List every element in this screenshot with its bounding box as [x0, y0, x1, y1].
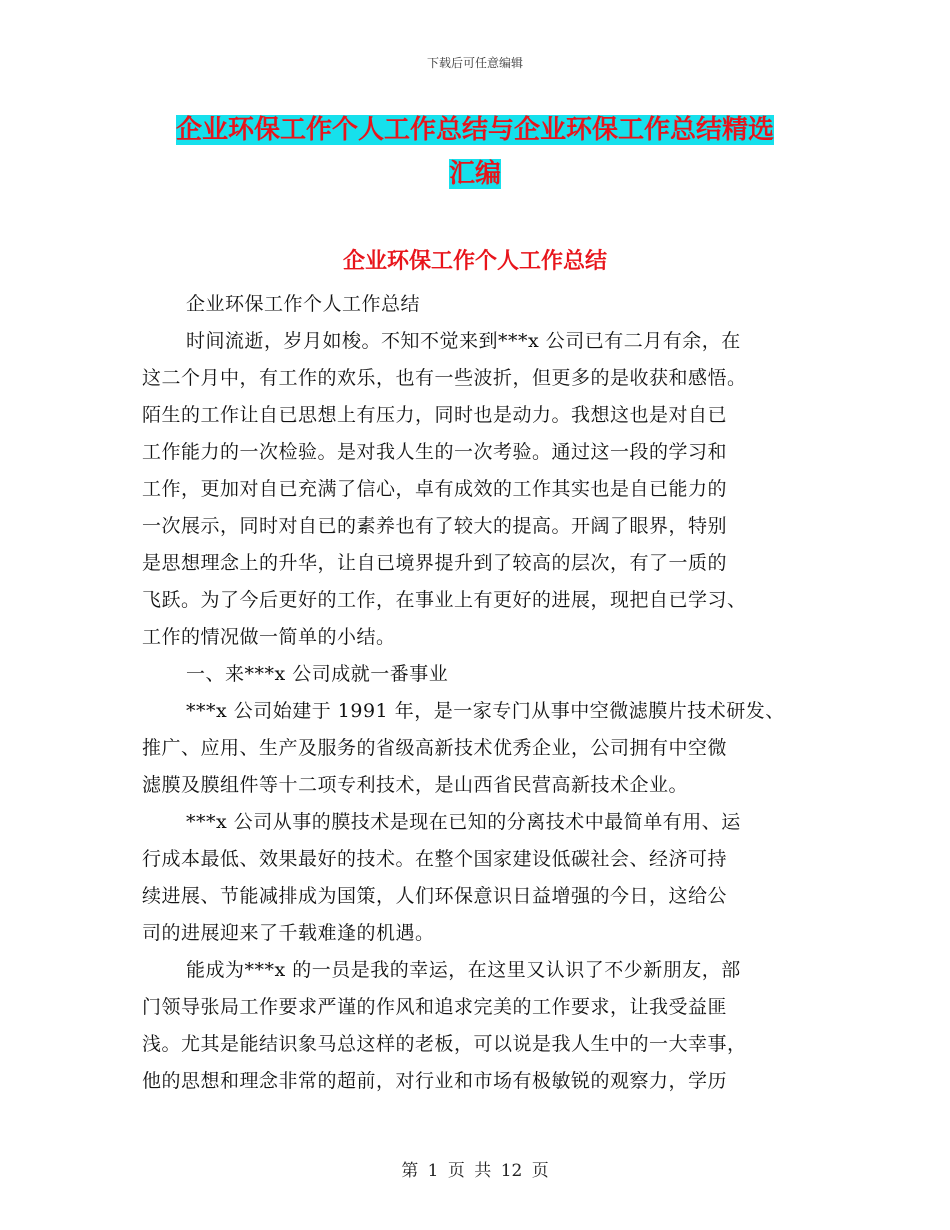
paragraph — [142, 693, 810, 804]
paragraph — [142, 323, 810, 656]
header-note: 下载后可任意编辑 — [426, 56, 523, 70]
paragraph-line: 是思想理念上的升华，让自已境界提升到了较高的层次，有了一质的 — [142, 552, 728, 574]
paragraph — [142, 656, 810, 693]
paragraph-line: 一、来***x 公司成就一番事业 — [186, 663, 449, 685]
paragraph — [142, 286, 810, 323]
paragraph-line: 续进展、节能减排成为国策，人们环保意识日益增强的今日，这给公 — [142, 885, 728, 907]
paragraph-line: 这二个月中，有工作的欢乐，也有一些波折，但更多的是收获和感悟。 — [142, 367, 747, 389]
document-title-line1: 企业环保工作个人工作总结与企业环保工作总结精选 — [175, 115, 774, 145]
paragraph-line: 陌生的工作让自已思想上有压力，同时也是动力。我想这也是对自已 — [142, 404, 728, 426]
paragraph — [142, 804, 810, 952]
paragraph-line: 能成为***x 的一员是我的幸运，在这里又认识了不少新朋友，部 — [186, 959, 741, 981]
paragraph-line: 门领导张局工作要求严谨的作风和追求完美的工作要求，让我受益匪 — [142, 996, 728, 1018]
paragraph-line: 行成本最低、效果最好的技术。在整个国家建设低碳社会、经济可持 — [142, 848, 728, 870]
paragraph-line: 飞跃。为了今后更好的工作，在事业上有更好的进展，现把自已学习、 — [142, 589, 747, 611]
page-number: 第 1 页 共 12 页 — [401, 1161, 549, 1181]
paragraph-line: 企业环保工作个人工作总结 — [186, 293, 421, 315]
section-title: 企业环保工作个人工作总结 — [342, 248, 607, 274]
paragraph-line: 工作的情况做一简单的小结。 — [142, 626, 396, 648]
document-title — [150, 108, 800, 196]
paragraph-line: 浅。尤其是能结识象马总这样的老板，可以说是我人生中的一大幸事， — [142, 1033, 747, 1055]
paragraph — [142, 952, 810, 1100]
paragraph-line: 工作能力的一次检验。是对我人生的一次考验。通过这一段的学习和 — [142, 441, 728, 463]
paragraph-line: ***x 公司从事的膜技术是现在已知的分离技术中最简单有用、运 — [186, 811, 741, 833]
paragraph-line: 推广、应用、生产及服务的省级高新技术优秀企业，公司拥有中空微 — [142, 737, 728, 759]
paragraph-line: 他的思想和理念非常的超前，对行业和市场有极敏锐的观察力，学历 — [142, 1070, 728, 1092]
paragraph-line: 滤膜及膜组件等十二项专利技术，是山西省民营高新技术企业。 — [142, 774, 689, 796]
paragraph-line: ***x 公司始建于 1991 年，是一家专门从事中空微滤膜片技术研发、 — [186, 700, 785, 722]
paragraph-line: 工作，更加对自已充满了信心，卓有成效的工作其实也是自已能力的 — [142, 478, 728, 500]
document-body — [142, 286, 810, 1100]
paragraph-line: 时间流逝，岁月如梭。不知不觉来到***x 公司已有二月有余，在 — [186, 330, 741, 352]
paragraph-line: 一次展示，同时对自已的素养也有了较大的提高。开阔了眼界，特别 — [142, 515, 728, 537]
document-title-line2: 汇编 — [448, 159, 501, 189]
paragraph-line: 司的进展迎来了千载难逢的机遇。 — [142, 922, 435, 944]
